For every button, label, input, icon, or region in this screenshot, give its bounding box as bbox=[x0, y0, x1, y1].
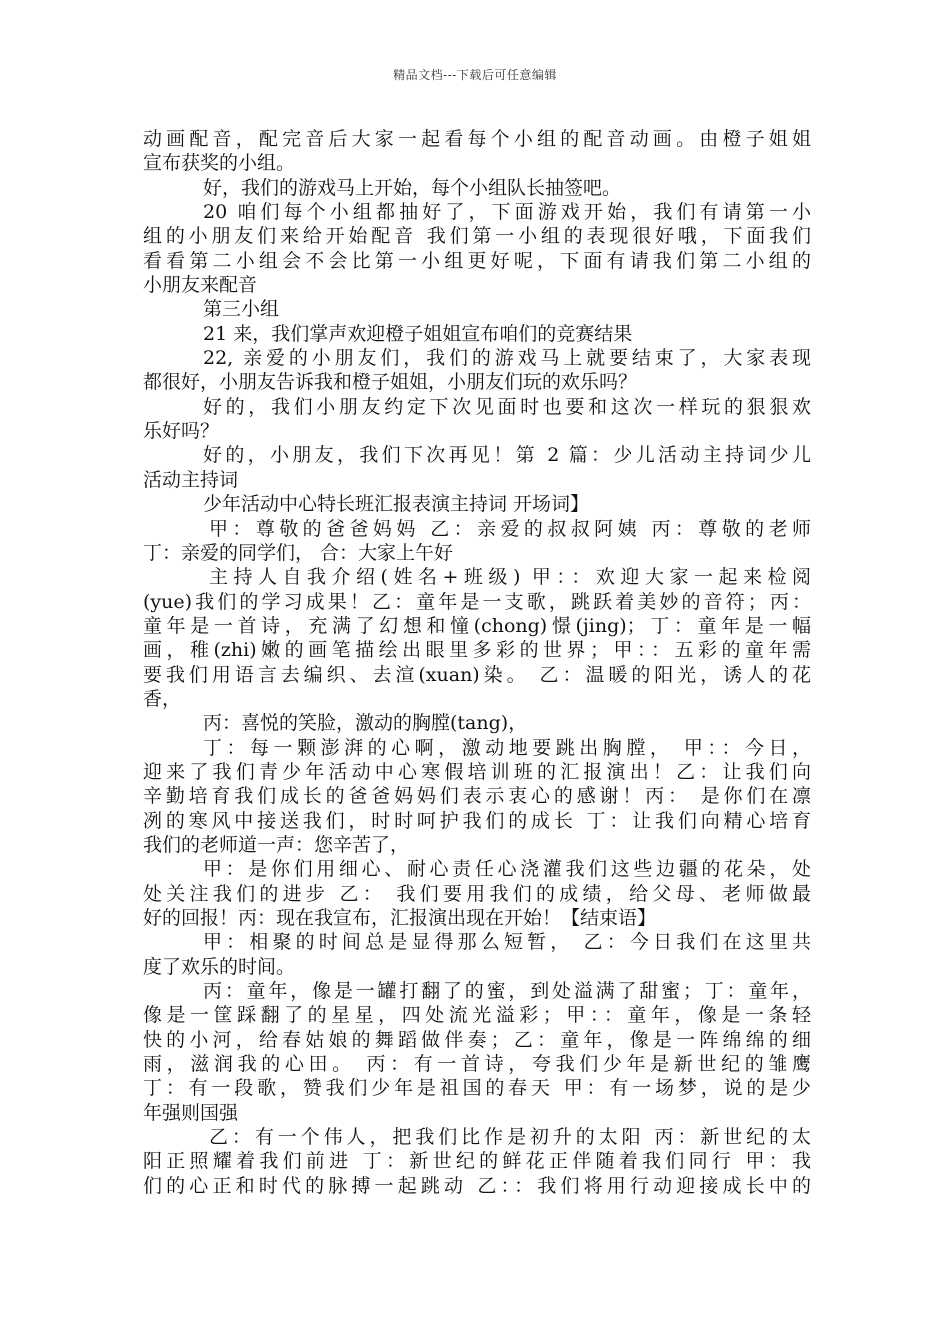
text-line: 21 来，我们掌声欢迎橙子姐姐宣布咱们的竞赛结果 bbox=[203, 322, 633, 345]
text-line: 都很好，小朋友告诉我和橙子姐姐，小朋友们玩的欢乐吗？ bbox=[143, 371, 638, 394]
text-line: 20 咱们每个小组都抽好了，下面游戏开始，我们有请第一小 bbox=[203, 201, 811, 224]
text-line: 冽的寒风中接送我们，时时呵护我们的成长 丁：让我们向精心培育 bbox=[143, 809, 811, 832]
document-body bbox=[143, 127, 811, 1198]
text-line: 动画配音，配完音后大家一起看每个小组的配音动画。由橙子姐姐 bbox=[143, 128, 811, 150]
text-line: 好，我们的游戏马上开始，每个小组队长抽签吧。 bbox=[203, 176, 622, 199]
text-line: 好的回报！丙：现在我宣布，汇报演出现在开始！【结束语】 bbox=[143, 907, 657, 929]
text-line: 乐好吗？ bbox=[143, 420, 220, 443]
text-line: 组的小朋友们来给开始配音 我们第一小组的表现很好哦，下面我们 bbox=[143, 225, 811, 248]
text-line: 活动主持词 bbox=[143, 468, 239, 491]
text-line: 好的，小朋友，我们下次再见！第 2 篇：少儿活动主持词少儿 bbox=[203, 444, 811, 467]
text-line: 雨，滋润我的心田。 丙：有一首诗，夸我们少年是新世纪的雏鹰 bbox=[143, 1053, 811, 1076]
text-line: 丙：童年，像是一罐打翻了的蜜，到处溢满了甜蜜；丁：童年， bbox=[203, 980, 811, 1003]
text-line: 丙：喜悦的笑脸，激动的胸膛(tang)， bbox=[203, 712, 528, 735]
text-line: 甲：相聚的时间总是显得那么短暂， 乙：今日我们在这里共 bbox=[203, 931, 811, 954]
text-line: 主持人自我介绍(姓名+班级) 甲：：欢迎大家一起来检阅 bbox=[209, 566, 811, 589]
text-line: 迎来了我们青少年活动中心寒假培训班的汇报演出！乙：让我们向 bbox=[143, 760, 811, 783]
text-line: (yue)我们的学习成果！乙：童年是一支歌，跳跃着美妙的音符；丙： bbox=[143, 590, 811, 613]
text-line: 甲：尊敬的爸爸妈妈 乙：亲爱的叔叔阿姨 丙：尊敬的老师 bbox=[209, 517, 811, 540]
text-line: 年强则国强 bbox=[143, 1101, 239, 1124]
text-line: 像是一筐踩翻了的星星，四处流光溢彩；甲：：童年，像是一条轻 bbox=[143, 1004, 811, 1027]
text-line: 丁：每一颗澎湃的心啊，激动地要跳出胸膛， 甲：：今日， bbox=[203, 736, 811, 759]
text-line: 我们的老师道一声：您辛苦了， bbox=[143, 833, 410, 856]
text-line: 第三小组 bbox=[203, 298, 280, 321]
text-line: 好的，我们小朋友约定下次见面时也要和这次一样玩的狠狠欢 bbox=[203, 395, 811, 418]
text-line: 画，稚(zhi)嫩的画笔描绘出眼里多彩的世界；甲：：五彩的童年需 bbox=[143, 639, 811, 662]
text-line: 丁：亲爱的同学们， 合：大家上午好 bbox=[143, 541, 454, 564]
text-line: 少年活动中心特长班汇报表演主持词 开场词】 bbox=[203, 493, 590, 516]
text-line: 甲：是你们用细心、耐心责任心浇灌我们这些边疆的花朵，处 bbox=[203, 858, 811, 881]
text-line: 童年是一首诗，充满了幻想和憧(chong)憬(jing)；丁：童年是一幅 bbox=[143, 614, 811, 637]
text-line: 22, 亲爱的小朋友们，我们的游戏马上就要结束了，大家表现 bbox=[203, 347, 811, 370]
text-line: 乙：有一个伟人，把我们比作是初升的太阳 丙：新世纪的太 bbox=[209, 1126, 811, 1149]
text-line: 小朋友来配音 bbox=[143, 274, 258, 297]
text-line: 阳正照耀着我们前进 丁：新世纪的鲜花正伴随着我们同行 甲：我 bbox=[143, 1150, 811, 1173]
text-line: 宣布获奖的小组。 bbox=[143, 152, 296, 175]
text-line: 看看第二小组会不会比第一小组更好呢，下面有请我们第二小组的 bbox=[143, 249, 811, 272]
text-line: 香， bbox=[143, 687, 182, 710]
text-line: 处关注我们的进步 乙： 我们要用我们的成绩，给父母、老师做最 bbox=[143, 882, 811, 905]
text-line: 度了欢乐的时间。 bbox=[143, 955, 296, 978]
text-line: 丁：有一段歌，赞我们少年是祖国的春天 甲：有一场梦，说的是少 bbox=[143, 1077, 811, 1100]
text-line: 辛勤培育我们成长的爸爸妈妈们表示衷心的感谢！丙： 是你们在凛 bbox=[143, 785, 811, 808]
text-line: 们的心正和时代的脉搏一起跳动 乙：：我们将用行动迎接成长中的 bbox=[143, 1174, 811, 1197]
text-line: 要我们用语言去编织、去渲(xuan)染。 乙：温暖的阳光，诱人的花 bbox=[143, 663, 811, 686]
page-header: 精品文档---下载后可任意编辑 bbox=[393, 68, 557, 82]
text-line: 快的小河，给春姑娘的舞蹈做伴奏；乙：童年，像是一阵绵绵的细 bbox=[143, 1028, 811, 1051]
